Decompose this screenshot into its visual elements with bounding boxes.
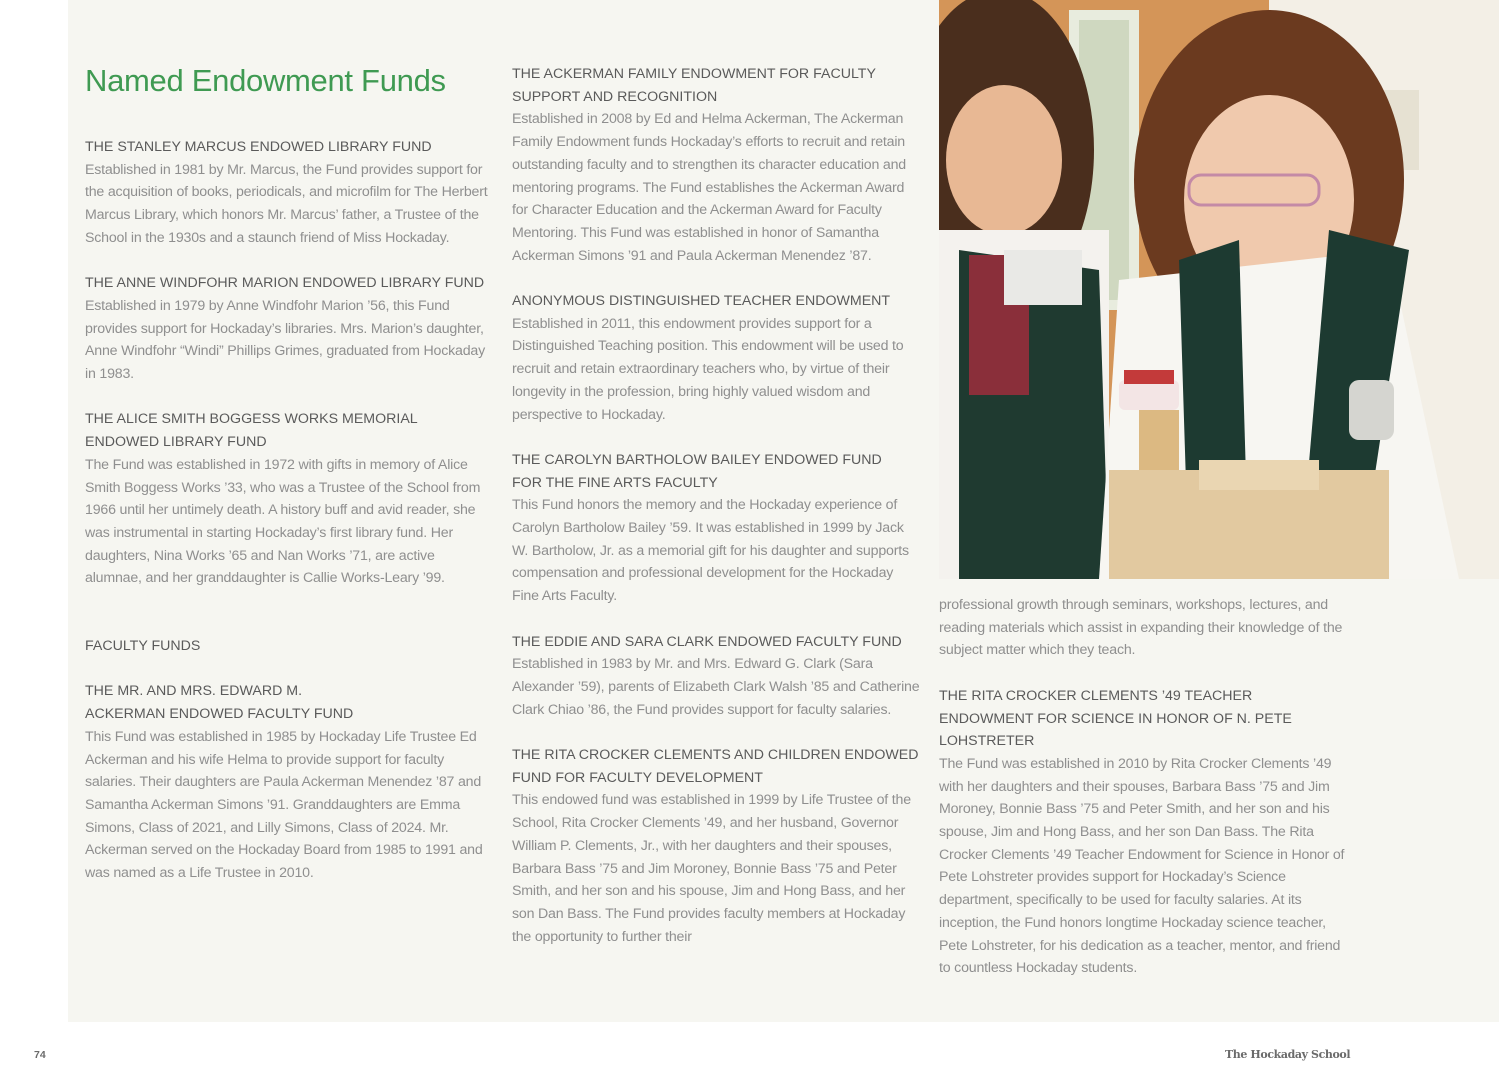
fund-description: The Fund was established in 1972 with gifts in memory of Alice Smith Boggess Works ’33, who was a Trustee of the School from 1966 until her untimely death. A history buff and avid reader, she was instrumental in starting Hockaday’s first library fund. Her daughters, Nina Works ’65 and Nan Works ’71, are active alumnae, and her granddaughter is Callie Works-Leary ’99.: [85, 456, 481, 587]
fund-entry: [512, 449, 922, 608]
fund-title: THE ANNE WINDFOHR MARION ENDOWED LIBRARY FUND: [85, 275, 485, 292]
fund-title: THE CAROLYN BARTHOLOW BAILEY ENDOWED FUND FOR THE FINE ARTS FACULTY: [512, 451, 882, 491]
fund-description: This Fund honors the memory and the Hockaday experience of Carolyn Bartholow Bailey ’59. It was established in 1999 by Jack W. Bartholow, Jr. as a memorial gift for his daughter and supports compensation and professional development for the Hockaday Fine Arts Faculty.: [512, 497, 909, 605]
fund-description: Established in 1979 by Anne Windfohr Marion ’56, this Fund provides support for Hockaday’s libraries. Mrs. Marion’s daughter, Anne Windfohr “Windi” Phillips Grimes, graduated from Hockaday in 1983.: [85, 297, 485, 383]
fund-entry: [512, 744, 922, 948]
section-heading-faculty-funds: FACULTY FUNDS: [85, 638, 201, 655]
fund-title: THE MR. AND MRS. EDWARD M. ACKERMAN ENDOWED FACULTY FUND: [85, 683, 354, 723]
fund-title: THE STANLEY MARCUS ENDOWED LIBRARY FUND: [85, 139, 432, 155]
fund-description: Established in 2011, this endowment provides support for a Distinguished Teaching position. This endowment will be used to recruit and retain extraordinary teachers who, by virtue of their longevity in the profession, bring highly valued wisdom and perspective to Hockaday.: [512, 315, 904, 423]
fund-description: Established in 1983 by Mr. and Mrs. Edward G. Clark (Sara Alexander ’59), parents of Elizabeth Clark Walsh ’85 and Catherine Clark Chiao ’86, the Fund provides support for faculty salaries.: [512, 656, 920, 718]
fund-entry-continued: [939, 594, 1349, 662]
column-2: [512, 63, 922, 971]
fund-entry: [512, 290, 922, 426]
page-title: Named Endowment Funds: [85, 63, 446, 98]
fund-description: This Fund was established in 1985 by Hockaday Life Trustee Ed Ackerman and his wife Helma to provide support for faculty salaries. Their daughters are Paula Ackerman Menendez ’87 and Samantha Ackerman Simons ’91. Granddaughters are Emma Simons, Class of 2021, and Lilly Simons, Class of 2024. Mr. Ackerman served on the Hockaday Board from 1985 to 1991 and was named as a Life Trustee in 2010.: [85, 728, 483, 882]
fund-title: THE RITA CROCKER CLEMENTS AND CHILDREN ENDOWED FUND FOR FACULTY DEVELOPMENT: [512, 747, 919, 786]
column-1: [85, 62, 495, 907]
fund-description: This endowed fund was established in 1999 by Life Trustee of the School, Rita Crocker Clements ’49, and her husband, Governor William P. Clements, Jr., with her daughters and their spouses, Barbara Bass ’75 and Jim Moroney, Bonnie Bass ’75 and Peter Smith, and her son and his spouse, Jim and Hong Bass, and her son Dan Bass. The Fund provides faculty members at Hockaday the opportunity to further their: [512, 792, 911, 945]
students-photo: [939, 0, 1499, 579]
fund-entry: [939, 685, 1349, 980]
fund-entry: [85, 408, 495, 590]
fund-title: ANONYMOUS DISTINGUISHED TEACHER ENDOWMENT: [512, 293, 891, 310]
page-number: 74: [34, 1049, 46, 1061]
publication-name: The Hockaday School: [1225, 1048, 1351, 1061]
fund-entry: [85, 680, 495, 884]
fund-entry: [512, 631, 922, 722]
fund-description-continued: professional growth through seminars, workshops, lectures, and reading materials which assist in expanding their knowledge of the subject matter which they teach.: [939, 597, 1343, 659]
fund-title: THE RITA CROCKER CLEMENTS ’49 TEACHER ENDOWMENT FOR SCIENCE IN HONOR OF N. PETE LOHSTRETER: [939, 687, 1292, 750]
fund-description: The Fund was established in 2010 by Rita Crocker Clements ’49 with her daughters and their spouses, Barbara Bass ’75 and Jim Moroney, Bonnie Bass ’75 and Peter Smith, and her son and his spouse, Jim and Hong Bass, and her son Dan Bass. The Rita Crocker Clements ’49 Teacher Endowment for Science in Honor of Pete Lohstreter provides support for Hockaday’s Science department, specifically to be used for faculty salaries. At its inception, the Fund honors longtime Hockaday science teacher, Pete Lohstreter, for his dedication as a teacher, mentor, and friend to countless Hockaday students.: [939, 755, 1345, 977]
fund-description: Established in 2008 by Ed and Helma Ackerman, The Ackerman Family Endowment funds Hockaday’s efforts to recruit and retain outstanding faculty and to strengthen its character education and mentoring programs. The Fund establishes the Ackerman Award for Character Education and the Ackerman Award for Faculty Mentoring. This Fund was established in honor of Samantha Ackerman Simons ’91 and Paula Ackerman Menendez ’87.: [512, 111, 906, 264]
fund-description: Established in 1981 by Mr. Marcus, the Fund provides support for the acquisition of books, periodicals, and microfilm for The Herbert Marcus Library, which honors Mr. Marcus’ father, a Trustee of the School in the 1930s and a staunch friend of Miss Hockaday.: [85, 161, 488, 246]
fund-title: THE ACKERMAN FAMILY ENDOWMENT FOR FACULTY SUPPORT AND RECOGNITION: [512, 66, 876, 105]
photo-illustration: [939, 0, 1499, 579]
fund-title: THE EDDIE AND SARA CLARK ENDOWED FACULTY FUND: [512, 633, 902, 650]
fund-title: THE ALICE SMITH BOGGESS WORKS MEMORIAL ENDOWED LIBRARY FUND: [85, 411, 418, 451]
fund-entry: [85, 272, 495, 386]
fund-entry: [85, 136, 495, 250]
fund-entry: [512, 63, 922, 267]
column-3: [939, 594, 1349, 1003]
